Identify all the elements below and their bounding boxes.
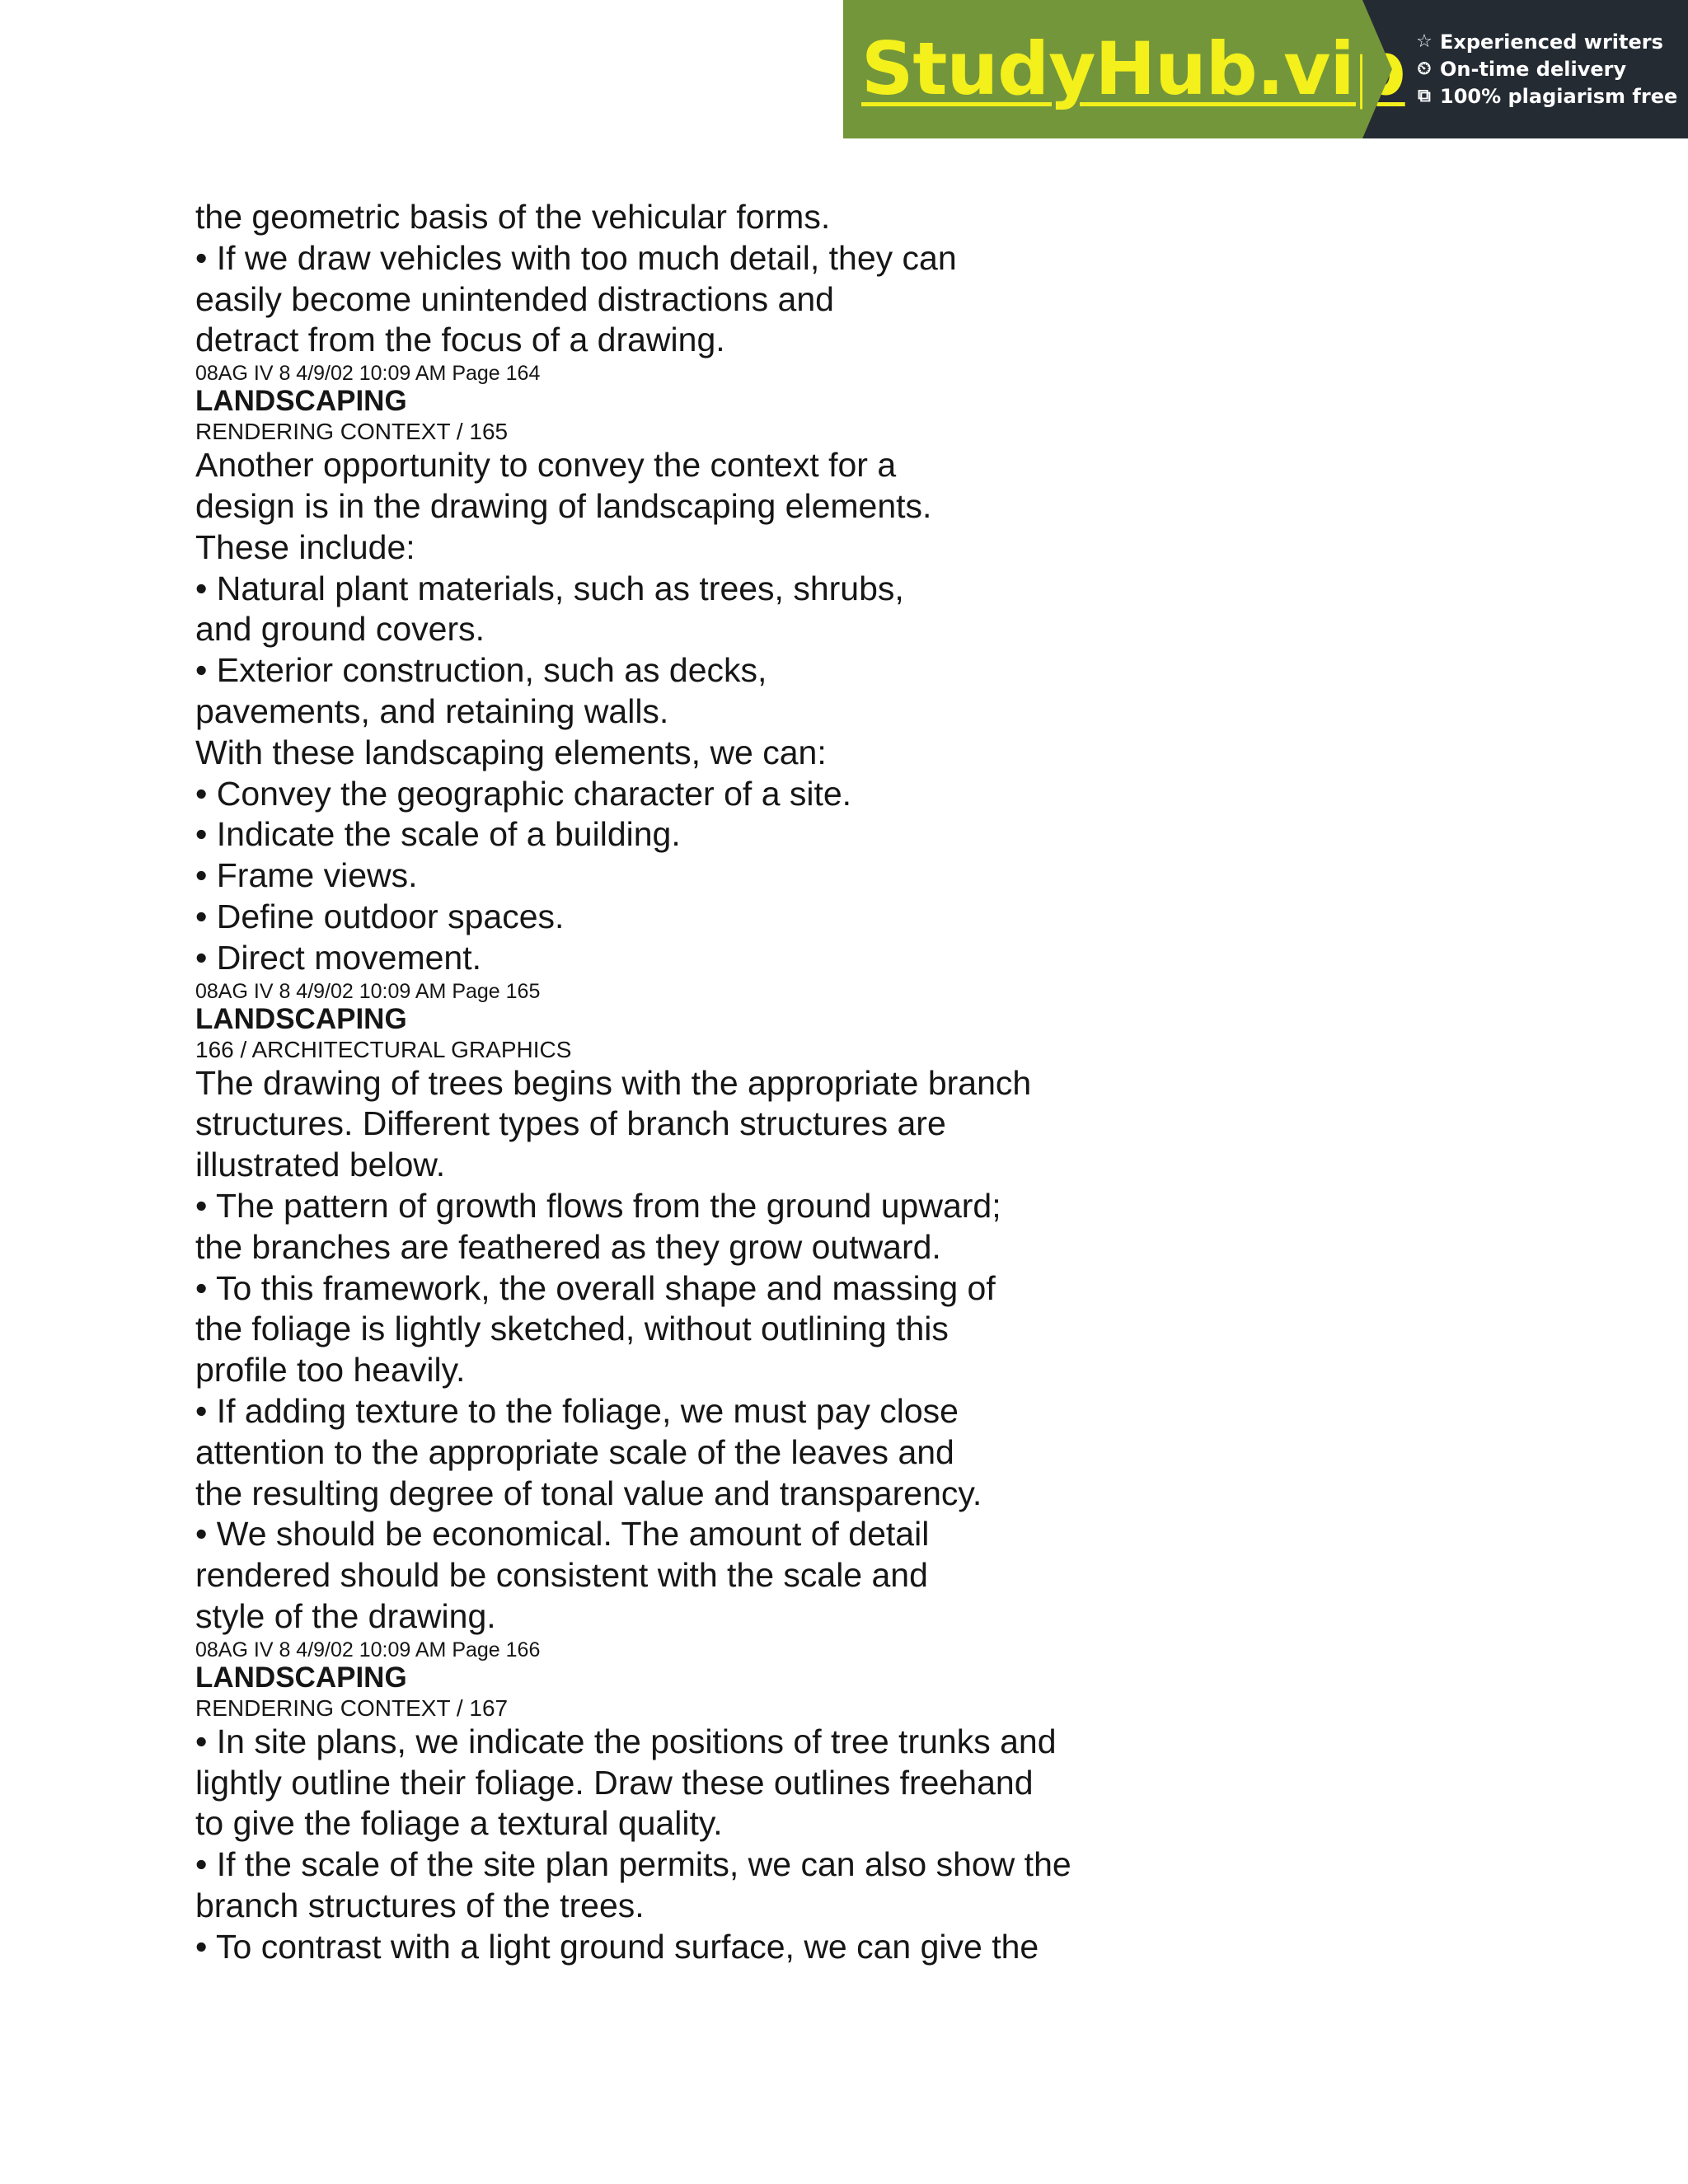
text-line: style of the drawing. (195, 1596, 496, 1635)
feature-label: 100% plagiarism free (1440, 85, 1678, 108)
text-line: Another opportunity to convey the context for a (195, 446, 897, 485)
section-heading: LANDSCAPING (195, 1002, 407, 1035)
feature-experienced-writers (1414, 32, 1688, 52)
section-subheading: RENDERING CONTEXT / 167 (195, 1694, 509, 1721)
text-line: detract from the focus of a drawing. (195, 321, 725, 359)
clock-icon: ⏲ (1417, 59, 1432, 79)
section-heading: LANDSCAPING (195, 1661, 407, 1694)
text-line: illustrated below. (195, 1146, 446, 1184)
page-section-164 (195, 363, 1184, 978)
text-line: With these landscaping elements, we can: (195, 733, 827, 771)
text-line: • Direct movement. (195, 938, 481, 977)
text-line: • If adding texture to the foliage, we must pay close (195, 1391, 959, 1430)
copy-icon: ⧉ (1418, 86, 1431, 106)
page-section-165 (195, 981, 1184, 1638)
page-meta: 08AG IV 8 4/9/02 10:09 AM Page 164 (195, 362, 541, 386)
intro-section (195, 197, 1184, 361)
text-line: branch structures of the trees. (195, 1886, 645, 1924)
text-line: • To this framework, the overall shape and massing of (195, 1268, 996, 1307)
text-line: the foliage is lightly sketched, without outlining this (195, 1310, 949, 1348)
text-line: • In site plans, we indicate the positions of tree trunks and (195, 1722, 1057, 1760)
page-meta: 08AG IV 8 4/9/02 10:09 AM Page 165 (195, 979, 541, 1003)
studyhub-banner[interactable] (843, 0, 1688, 138)
text-line: These include: (195, 527, 415, 566)
text-line: • To contrast with a light ground surface, we can give the (195, 1927, 1039, 1966)
text-line: profile too heavily. (195, 1351, 466, 1390)
document-text (195, 197, 1184, 1967)
section-subheading: 166 / ARCHITECTURAL GRAPHICS (195, 1036, 572, 1062)
brand-panel[interactable] (843, 0, 1405, 138)
text-line: • Exterior construction, such as decks, (195, 651, 767, 690)
feature-on-time-delivery (1414, 59, 1688, 79)
text-line: • Define outdoor spaces. (195, 897, 565, 935)
text-line: • The pattern of growth flows from the ground upward; (195, 1186, 1001, 1225)
feature-label: On-time delivery (1440, 58, 1627, 81)
page-meta: 08AG IV 8 4/9/02 10:09 AM Page 166 (195, 1638, 541, 1661)
text-line: • If we draw vehicles with too much detail, they can (195, 238, 957, 277)
text-line: the resulting degree of tonal value and transparency. (195, 1474, 982, 1512)
text-line: pavements, and retaining walls. (195, 691, 669, 730)
feature-plagiarism-free (1414, 87, 1688, 106)
text-line: attention to the appropriate scale of the leaves and (195, 1432, 954, 1471)
text-line: • We should be economical. The amount of detail (195, 1515, 930, 1554)
text-line: and ground covers. (195, 610, 485, 649)
feature-list (1362, 0, 1688, 138)
text-line: rendered should be consistent with the scale and (195, 1556, 928, 1595)
text-line: structures. Different types of branch structures are (195, 1104, 946, 1143)
text-line: The drawing of trees begins with the appropriate branch (195, 1063, 1032, 1102)
page-section-166 (195, 1639, 1184, 1968)
text-line: lightly outline their foliage. Draw these outlines freehand (195, 1763, 1034, 1802)
feature-label: Experienced writers (1440, 30, 1663, 54)
text-line: the branches are feathered as they grow outward. (195, 1227, 941, 1266)
text-line: easily become unintended distractions and (195, 279, 834, 318)
text-line: design is in the drawing of landscaping elements. (195, 486, 932, 525)
brand-logo-text[interactable]: StudyHub.vip (861, 26, 1405, 111)
text-line: the geometric basis of the vehicular forms. (195, 198, 831, 236)
text-line: • Frame views. (195, 856, 418, 895)
text-line: • Convey the geographic character of a site. (195, 774, 852, 813)
star-icon: ☆ (1416, 31, 1432, 52)
text-line: • Natural plant materials, such as trees, shrubs, (195, 569, 904, 607)
text-line: to give the foliage a textural quality. (195, 1804, 723, 1843)
text-line: • If the scale of the site plan permits, we can also show the (195, 1845, 1071, 1884)
section-heading: LANDSCAPING (195, 385, 407, 418)
section-subheading: RENDERING CONTEXT / 165 (195, 419, 509, 445)
text-line: • Indicate the scale of a building. (195, 815, 681, 854)
